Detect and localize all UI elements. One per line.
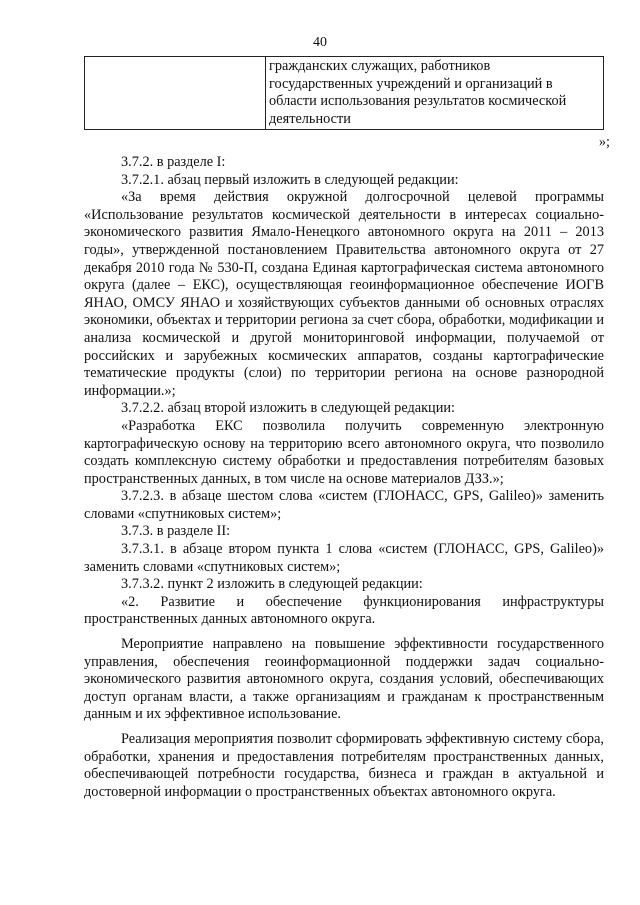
paragraph-measure-description: Мероприятие направлено на повышение эффективности государственного управления, обеспечения геоинформационной поддержки задач социально-экономического развития автономного округа, создания условий, обеспечивающих доступ органам власти, а также организациям и гражданам к пространственным данным и их эффективное использование. <box>84 636 604 723</box>
closing-quote-mark: »; <box>598 134 610 150</box>
paragraph-3-7-2: 3.7.2. в разделе I: <box>121 154 226 170</box>
paragraph-3-7-2-3: 3.7.2.3. в абзаце шестом слова «систем (ГЛОНАСС, GPS, Galileo)» заменить словами «спутниковых систем»; <box>84 488 604 522</box>
page-number: 40 <box>313 35 327 50</box>
paragraph-quote-ecs-created: «За время действия окружной долгосрочной целевой программы «Использование результатов космической деятельности в интересах социально-экономического развития Ямало-Ненецкого автономного округа на 2011 – 2013 годы», утвержденной постановлением Правительства автономного округа от 27 декабря 2010 года № 530-П, создана Единая картографическая система автономного округа (далее – ЕКС), осуществляющая геоинформационное обеспечение ИОГВ ЯНАО, ОМСУ ЯНАО и хозяйствующих субъектов данными об основных отраслях экономики, объектах и территории региона за счет сбора, обработки, модификации и анализа космической и другой мониторинговой информации, получаемой от российских и зарубежных космических аппаратов, созданы картографические тематические продукты (слои) по территории региона на основе разнородной информации.»; <box>84 189 604 399</box>
table-column-divider <box>265 57 266 129</box>
paragraph-measure-result: Реализация мероприятия позволит сформировать эффективную систему сбора, обработки, хранения и предоставления потребителям пространственных данных, обеспечивающей потребности государства, бизнеса и граждан в актуальной и достоверной информации о пространственных объектах автономного округа. <box>84 731 604 800</box>
table-fragment <box>84 56 604 130</box>
paragraph-3-7-3-1: 3.7.3.1. в абзаце втором пункта 1 слова «систем (ГЛОНАСС, GPS, Galileo)» заменить словами «спутниковых систем»; <box>84 541 604 575</box>
document-body <box>84 154 604 801</box>
paragraph-3-7-3: 3.7.3. в разделе II: <box>121 523 231 540</box>
table-cell-text: гражданских служащих, работников государственных учреждений и организаций в области использования результатов космической деятельности <box>269 58 567 127</box>
paragraph-3-7-3-2: 3.7.3.2. пункт 2 изложить в следующей редакции: <box>121 576 423 593</box>
paragraph-3-7-2-1: 3.7.2.1. абзац первый изложить в следующей редакции: <box>121 171 459 188</box>
paragraph-quote-item-2: «2. Развитие и обеспечение функционирования инфраструктуры пространственных данных автономного округа. <box>84 593 604 628</box>
paragraph-3-7-2-2: 3.7.2.2. абзац второй изложить в следующей редакции: <box>121 400 455 417</box>
paragraph-quote-ecs-development: «Разработка ЕКС позволила получить современную электронную картографическую основу на территорию всего автономного округа, что позволило создать комплексную систему обработки и предоставления потребителям базовых пространственных данных, в том числе на основе материалов ДЗЗ.»; <box>84 417 604 487</box>
